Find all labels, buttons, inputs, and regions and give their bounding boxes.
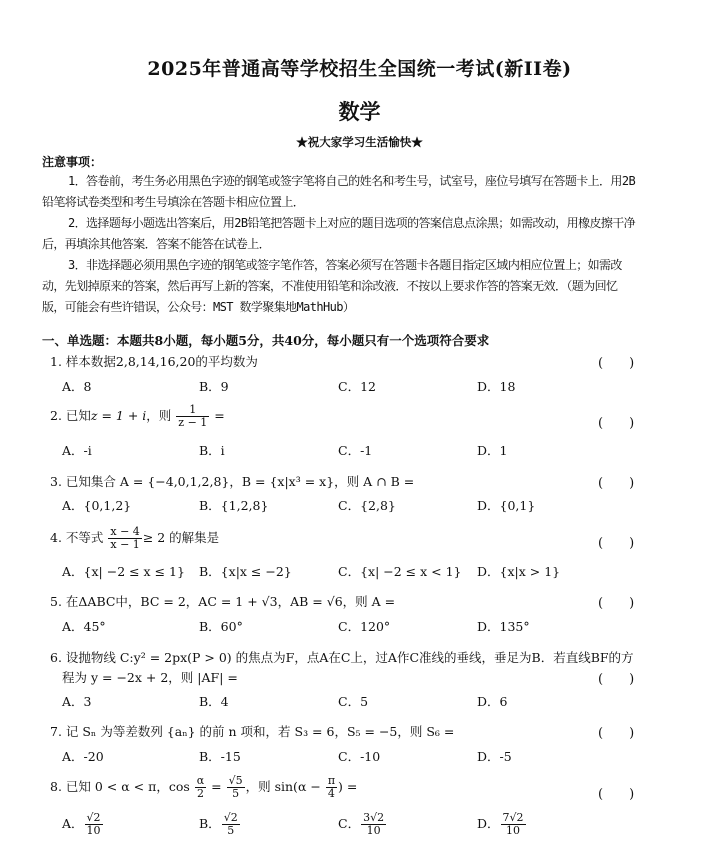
question-5-stem: 5. 在ΔABC中，BC = 2，AC = 1 + √3，AB = √6，则 A = [50, 594, 396, 609]
question-2-stem [50, 404, 225, 429]
question-6-stem: 6. 设抛物线 C:y² = 2px(P > 0) 的焦点为F，点A在C上，过A作C准线的垂线，垂足为B．若直线BF的方 [50, 650, 634, 665]
q8-option-b-num: √2 [223, 811, 238, 824]
q2-option-d: D．1 [477, 443, 508, 458]
q4-option-a: A．{x| −2 ≤ x ≤ 1} [62, 564, 185, 579]
q8-option-b [199, 812, 241, 837]
q8-f1-num: α [196, 774, 205, 787]
q8-fraction-3 [326, 775, 337, 800]
q1-option-a: A．8 [62, 379, 92, 394]
q8-option-d-frac [501, 812, 526, 837]
section-title: 一、单选题：本题共8小题，每小题5分，共40分，每小题只有一个选项符合要求 [42, 333, 490, 348]
notice-heading: 注意事项： [42, 155, 103, 169]
q2-option-a: A．-i [62, 443, 92, 458]
q4-stem-end: ≥ 2 的解集是 [142, 530, 220, 545]
q4-option-c: C．{x| −2 ≤ x < 1} [338, 564, 462, 579]
q8-option-d-den: 10 [506, 824, 521, 837]
q2-frac-num: 1 [176, 404, 209, 417]
q2-stem-pre: 2. 已知 [50, 408, 91, 423]
q8-option-c-den: 10 [366, 824, 381, 837]
q5-option-b: B．60° [199, 619, 243, 634]
q4-frac-num: x − 4 [110, 525, 140, 538]
q4-option-b: B．{x|x ≤ −2} [199, 564, 292, 579]
q4-option-d: D．{x|x > 1} [477, 564, 561, 579]
q4-fraction [108, 526, 141, 551]
q7-option-c: C．-10 [338, 749, 381, 764]
question-7-stem: 7. 记 Sₙ 为等差数列 {aₙ} 的前 n 项和，若 S₃ = 6，S₅ = −5，则 S₆ = [50, 724, 455, 739]
q1-option-d: D．18 [477, 379, 516, 394]
answer-bracket: ( ) [598, 356, 635, 371]
answer-bracket: ( ) [598, 726, 635, 741]
q7-option-d: D．-5 [477, 749, 512, 764]
q3-option-a: A．{0,1,2} [62, 498, 132, 513]
notice-item-1: 1．答卷前，考生务必用黑色字迹的钢笔或签字笔将自己的姓名和考生号，试室号，座位号填写在答题卡上．用2B铅笔将试卷类型和考生号填涂在答题卡相应位置上． [42, 174, 636, 209]
q8-option-b-frac [222, 812, 240, 837]
question-8-stem [50, 775, 357, 800]
q8-stem-pre: 8. 已知 0 < α < π，cos [50, 779, 190, 794]
q2-stem-post: ，则 [146, 408, 172, 423]
q7-option-a: A．-20 [62, 749, 104, 764]
q8-option-c-num: 3√2 [363, 811, 385, 824]
q8-fraction-1 [195, 775, 206, 800]
q8-option-a-label: A． [62, 816, 84, 831]
q3-option-c: C．{2,8} [338, 498, 396, 513]
q8-option-d [477, 812, 527, 837]
question-6-stem-line2: 程为 y = −2x + 2，则 |AF| = [62, 670, 238, 685]
q8-stem-post: ，则 sin(α − [245, 779, 325, 794]
q8-f3-num: π [327, 774, 336, 787]
notice-item-2: 2．选择题每小题选出答案后，用2B铅笔把答题卡上对应的题目选项的答案信息点涂黑；如需改动，用橡皮擦干净后，再填涂其他答案．答案不能答在试卷上． [42, 216, 636, 251]
answer-bracket: ( ) [598, 787, 635, 802]
q7-option-b: B．-15 [199, 749, 241, 764]
q4-frac-den: x − 1 [110, 538, 140, 551]
q8-stem-mid: = [207, 779, 226, 794]
q4-stem-pre: 4. 不等式 [50, 530, 104, 545]
q2-stem-end: = [210, 408, 225, 423]
q6-option-d: D．6 [477, 694, 508, 709]
slogan: ★祝大家学习生活愉快★ [296, 135, 423, 149]
answer-bracket: ( ) [598, 476, 635, 491]
q6-option-b: B．4 [199, 694, 229, 709]
q8-option-a-num: √2 [86, 811, 101, 824]
q2-frac-den: z − 1 [178, 416, 208, 429]
q8-option-a-den: 10 [86, 824, 101, 837]
question-1-stem: 1. 样本数据2,8,14,16,20的平均数为 [50, 354, 258, 369]
q5-option-c: C．120° [338, 619, 391, 634]
q8-option-d-num: 7√2 [502, 811, 524, 824]
q8-option-d-label: D． [477, 816, 500, 831]
q8-option-c-frac [361, 812, 386, 837]
answer-bracket: ( ) [598, 536, 635, 551]
question-3-stem: 3. 已知集合 A = {−4,0,1,2,8}，B = {x|x³ = x}，则 A ∩ B = [50, 474, 415, 489]
answer-bracket: ( ) [598, 416, 635, 431]
q5-option-a: A．45° [62, 619, 106, 634]
notice-item-3: 3．非选择题必须用黑色字迹的钢笔或签字笔作答，答案必须写在答题卡各题目指定区域内相应位置上；如需改动，先划掉原来的答案，然后再写上新的答案，不准使用铅笔和涂改液．不按以上要求作答的答案无效．（题为回忆版，可能会有些许错误，公众号：MST 数学聚集地MathHub） [42, 258, 622, 314]
q2-stem-mid: z = 1 + i [90, 408, 147, 423]
q8-stem-end: ) = [338, 779, 358, 794]
q2-option-c: C．-1 [338, 443, 373, 458]
q2-option-b: B．i [199, 443, 225, 458]
q1-option-b: B．9 [199, 379, 229, 394]
q6-option-a: A．3 [62, 694, 92, 709]
subject-title: 数学 [338, 99, 381, 124]
q6-option-c: C．5 [338, 694, 369, 709]
q8-f2-den: 5 [232, 787, 240, 800]
q8-option-b-label: B． [199, 816, 221, 831]
q3-option-b: B．{1,2,8} [199, 498, 269, 513]
q8-option-b-den: 5 [227, 824, 235, 837]
answer-bracket: ( ) [598, 672, 635, 687]
q8-f2-num: √5 [228, 774, 243, 787]
q3-option-d: D．{0,1} [477, 498, 536, 513]
q8-f1-den: 2 [196, 787, 204, 800]
answer-bracket: ( ) [598, 596, 635, 611]
q8-option-c-label: C． [338, 816, 361, 831]
question-4-stem [50, 526, 219, 551]
q2-fraction [176, 404, 209, 429]
q8-option-c [338, 812, 387, 837]
exam-title: 2025年普通高等学校招生全国统一考试(新II卷) [147, 58, 572, 80]
q1-option-c: C．12 [338, 379, 376, 394]
q8-option-a [62, 812, 104, 837]
q8-fraction-2 [227, 775, 245, 800]
q8-f3-den: 4 [327, 787, 335, 800]
q8-option-a-frac [85, 812, 103, 837]
q5-option-d: D．135° [477, 619, 530, 634]
